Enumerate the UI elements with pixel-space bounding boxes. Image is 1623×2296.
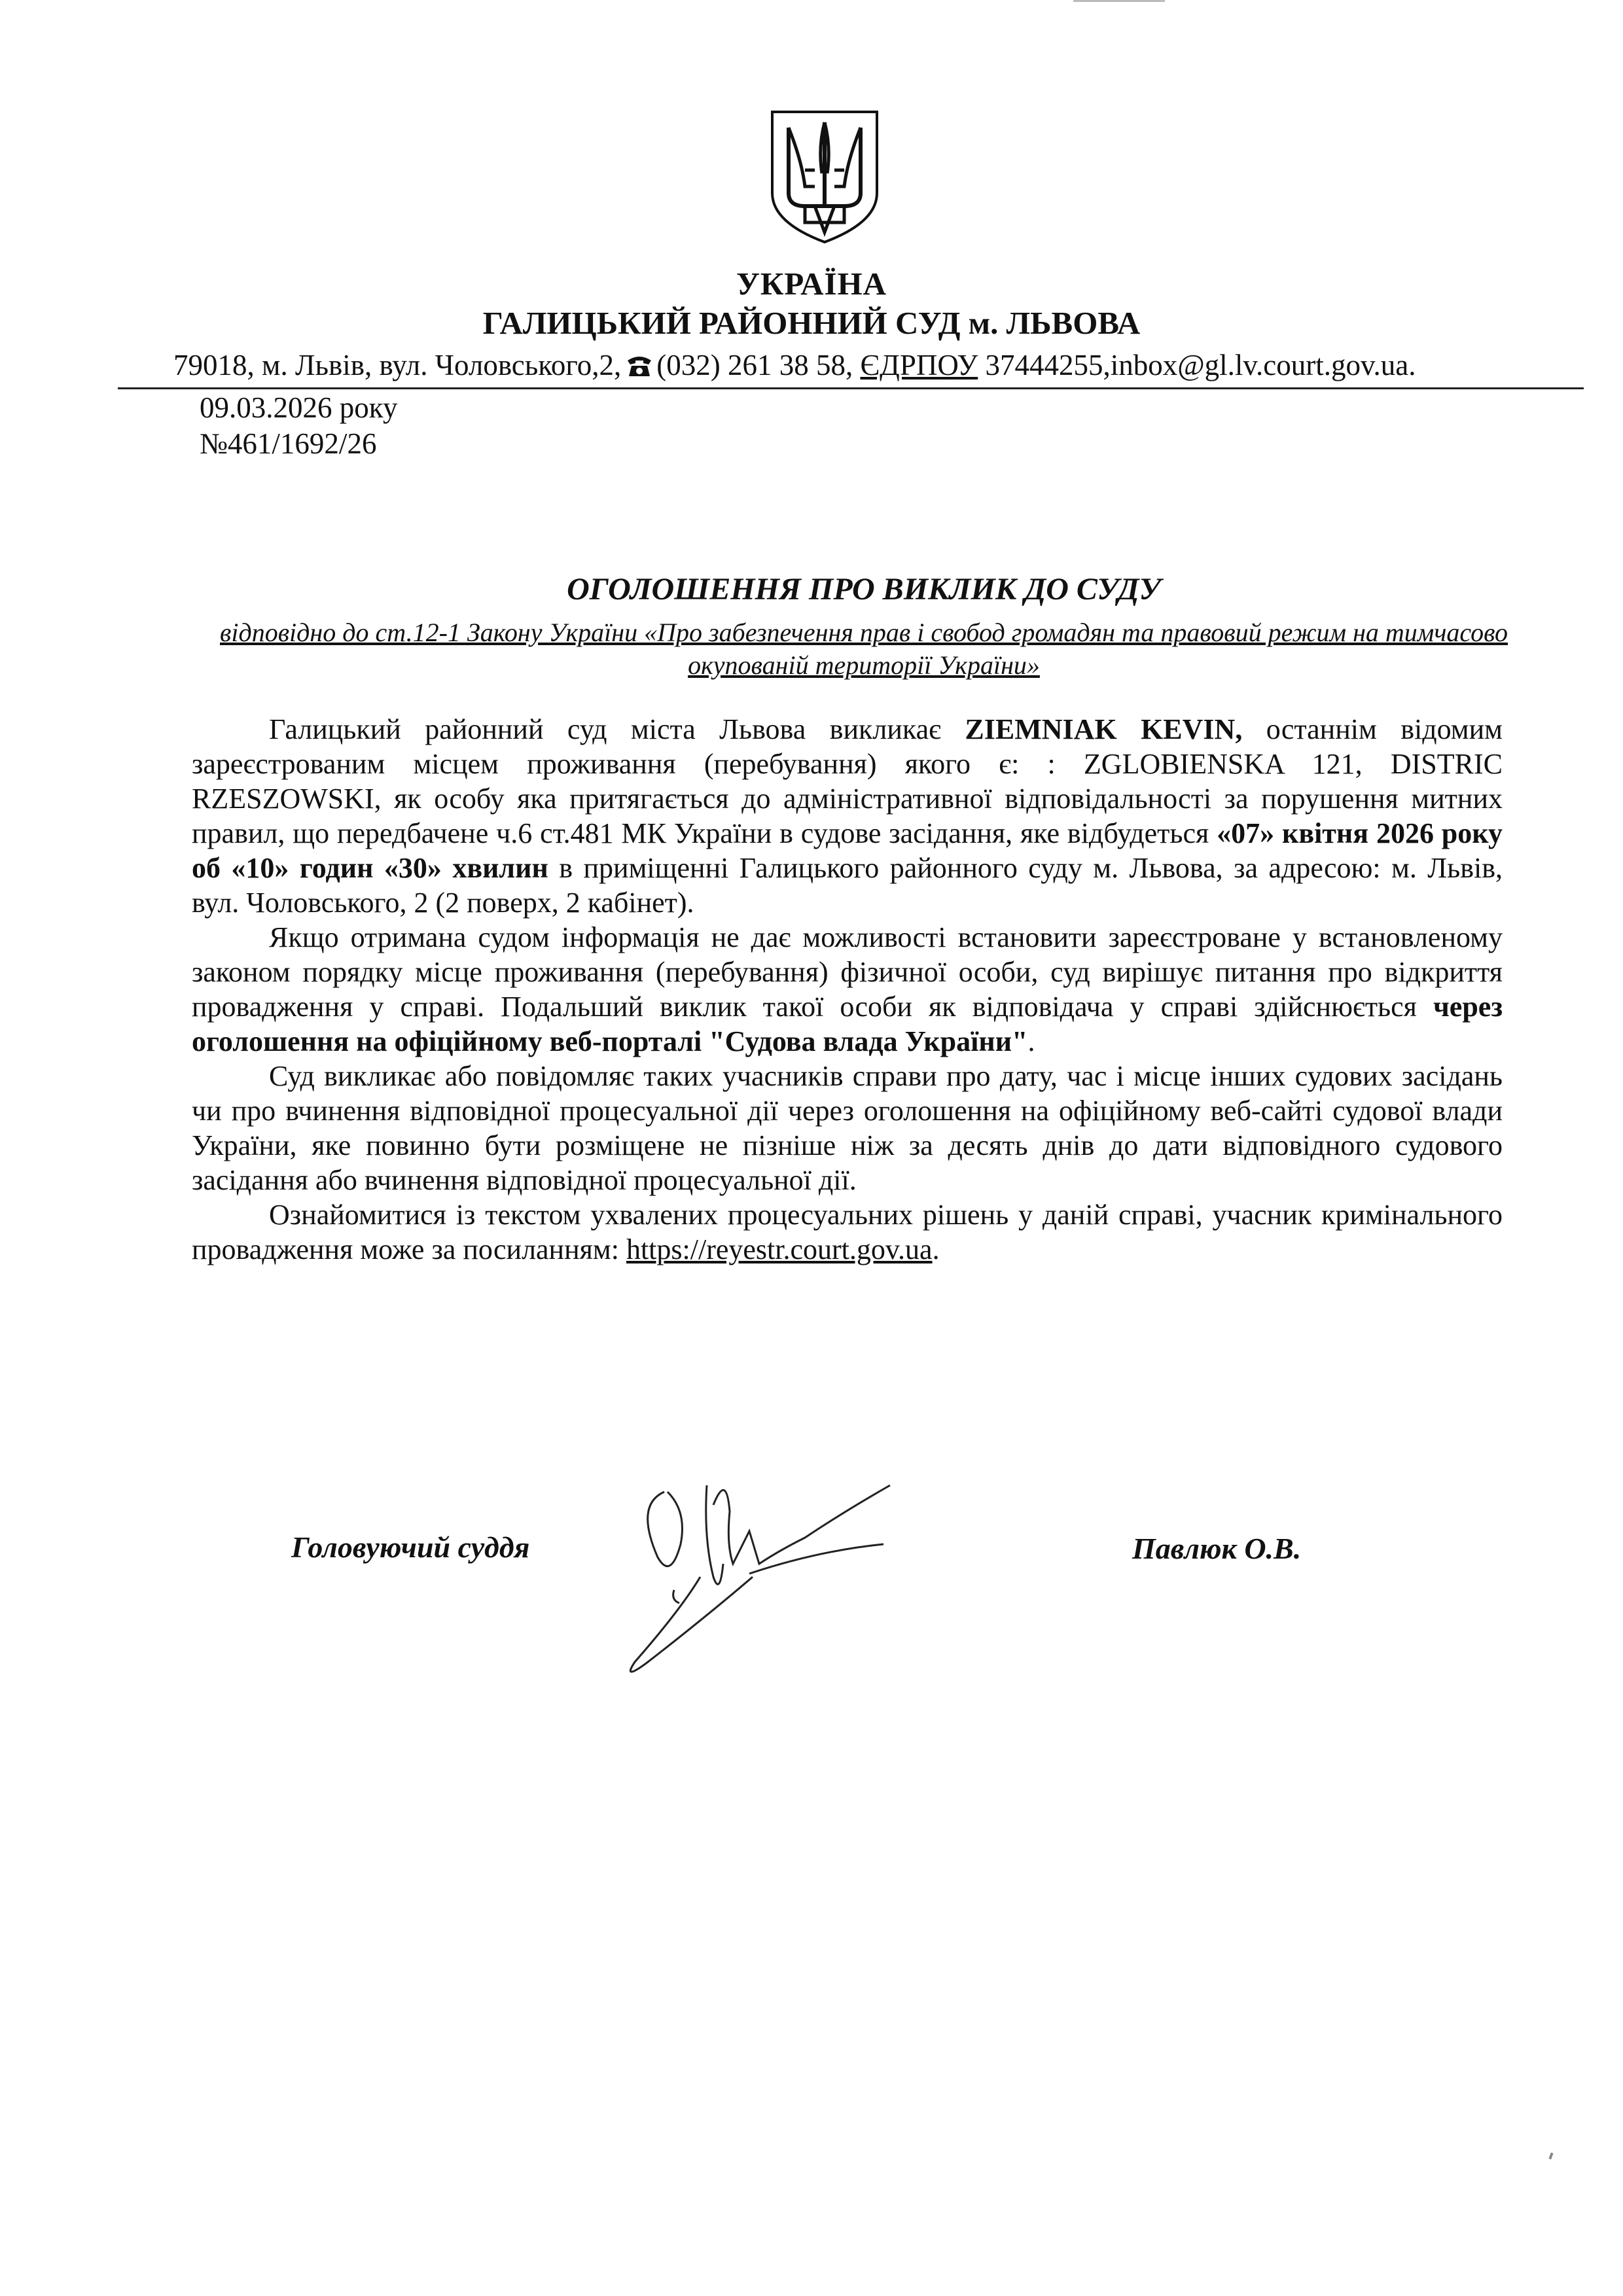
handwritten-signature <box>609 1466 949 1701</box>
court-address-line: 79018, м. Львів, вул. Чоловського,2, (032) 261 38 58, ЄДРПОУ 37444255,inbox@gl.lv.court.gov.ua. <box>173 349 1416 381</box>
paragraph-registry-link: Ознайомитися із текстом ухвалених процесуальних рішень у даній справі, учасник кримінального провадження може за посиланням: https://reyestr.court.gov.ua. <box>192 1199 1503 1265</box>
edrpou-label: ЄДРПОУ <box>860 349 978 381</box>
scan-artifact <box>1073 0 1165 2</box>
document-title: ОГОЛОШЕННЯ ПРО ВИКЛИК ДО СУДУ <box>567 572 1161 607</box>
document-body <box>192 712 1503 1267</box>
scan-speck <box>1548 2153 1553 2160</box>
court-name-heading: ГАЛИЦЬКИЙ РАЙОННИЙ СУД м. ЛЬВОВА <box>482 305 1141 341</box>
edrpou-code: 37444255, <box>985 349 1111 381</box>
paragraph-further-hearings: Суд викликає або повідомляє таких учасників справи про дату, час і місце інших судових засідань чи про вчинення відповідної процесуальної дії через оголошення на офіційному веб-сайті судової влади України, яке повинно бути розміщене не пізніше ніж за десять днів до дати відповідного судового засідання або вчинення відповідної процесуальної дії. <box>192 1060 1503 1196</box>
header-divider <box>118 387 1584 389</box>
portal-notice: через оголошення на офіційному веб-порталі "Судова влада України" <box>192 991 1503 1057</box>
country-heading: УКРАЇНА <box>736 266 887 302</box>
document-number: №461/1692/26 <box>200 427 377 460</box>
street-address: 79018, м. Львів, вул. Чоловського,2, <box>173 349 622 381</box>
phone-number: (032) 261 38 58 <box>656 349 846 381</box>
telephone-icon <box>625 353 654 378</box>
judge-name: Павлюк О.В. <box>1132 1532 1302 1565</box>
hearing-datetime: «07» квітня 2026 року об «10» годин «30» хвилин <box>192 817 1503 884</box>
paragraph-notice-procedure: Якщо отримана судом інформація не дає можливості встановити зареєстроване у встановленому законом порядку місце проживання (перебування) фізичної особи, суд вирішує питання про відкриття провадження у справі. Подальший виклик такої особи як відповідача у справі здійснюється через оголошення на офіційному веб-порталі "Судова влада України". <box>192 921 1503 1057</box>
defendant-name: ZIEMNIAK KEVIN, <box>965 713 1243 745</box>
court-email: inbox@gl.lv.court.gov.ua. <box>1110 349 1416 381</box>
document-date: 09.03.2026 року <box>200 391 398 424</box>
paragraph-summons: Галицький районний суд міста Львова викликає ZIEMNIAK KEVIN, останнім відомим зареєстрованим місцем проживання (перебування) якого є: : ZGLOBIENSKA 121, DISTRIC RZESZOWSKI, як особу яка притягається до адміністративної відповідальності за порушення митних правил, що передбачене ч.6 ст.481 МК України в судове засідання, яке відбудеться «07» квітня 2026 року об «10» годин «30» хвилин в приміщенні Галицького районного суду м. Львова, за адресою: м. Львів, вул. Чоловського, 2 (2 поверх, 2 кабінет). <box>192 713 1503 919</box>
document-subtitle: відповідно до ст.12-1 Закону України «Про забезпечення прав і свобод громадян та правовий режим на тимчасово окупованій території України» <box>219 618 1508 680</box>
registry-link[interactable]: https://reyestr.court.gov.ua <box>626 1233 933 1265</box>
judge-role: Головуючий суддя <box>291 1530 530 1564</box>
trident-emblem-icon <box>766 108 883 245</box>
